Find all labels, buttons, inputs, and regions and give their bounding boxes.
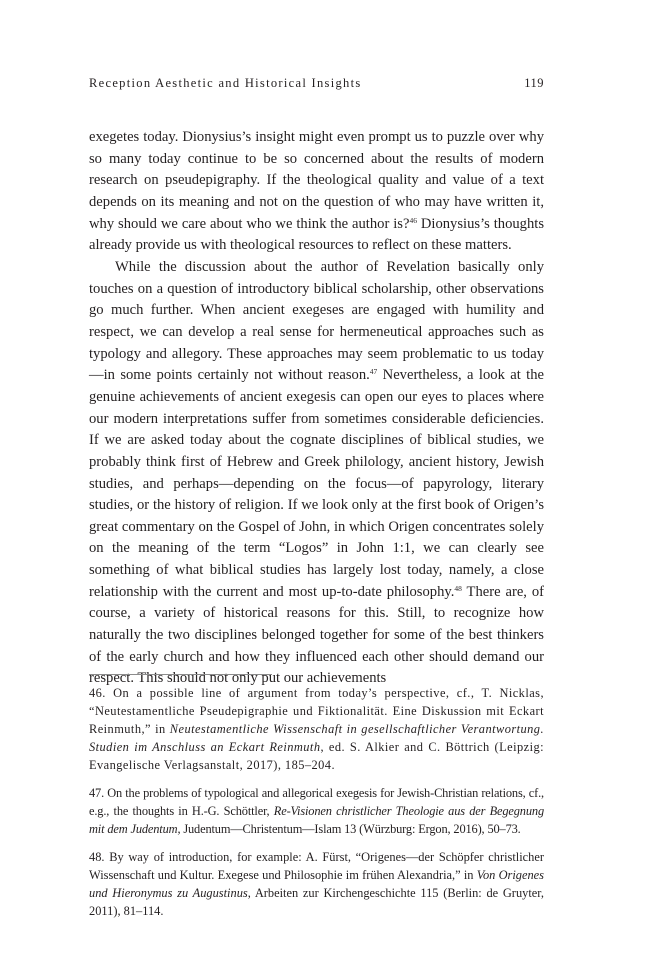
paragraph-2 xyxy=(89,257,544,690)
footnote-47-text-a: On the problems of typological and allegorical exegesis for Jewish-Christian relations, cf., e.g., the thoughts in H.-G. Schöttler, xyxy=(89,786,544,818)
footnote-47 xyxy=(89,784,544,838)
running-head: Reception Aesthetic and Historical Insights xyxy=(89,76,362,90)
footnote-46-number: 46. xyxy=(89,686,106,700)
paragraph-2-text-b: Nevertheless, a look at the genuine achievements of ancient exegesis can open our eyes to places where our modern interpretations suffer from sometimes considerable deficiencies. If we are asked today about the cognate disciplines of biblical studies, we probably think first of Hebrew and Greek philology, ancient history, Jewish studies, and perhaps—depending on the focus—of papyrology, literary studies, or the history of religion. If we look only at the first book of Origen’s great commentary on the Gospel of John, in which Origen concentrates solely on the meaning of the term “Logos” in John 1:1, we can clearly see something of what biblical studies has largely lost today, namely, a close relationship with the current and most up-to-date philosophy. xyxy=(89,367,544,600)
footnote-divider xyxy=(89,674,272,675)
footnote-48-text-a: By way of introduction, for example: A. Fürst, “Origenes—der Schöpfer christlicher Wissenschaft und Kultur. Exegese und Philosophie im frühen Alexandria,” in xyxy=(89,850,544,882)
footnote-46-title: Neutestamentliche Wissenschaft in gesellschaftlicher Verantwortung. Studien im Anschluss an Eckart Reinmuth xyxy=(89,722,544,754)
footnote-48-title: Von Origenes und Hieronymus zu Augustinus xyxy=(89,868,545,900)
paragraph-1-text-b: Dionysius’s thoughts already provide us with theological resources to reflect on these matters. xyxy=(89,215,544,254)
page-number: 119 xyxy=(524,76,544,90)
footnote-48 xyxy=(89,848,544,920)
footnote-48-text-b: , Arbeiten zur Kirchengeschichte 115 (Berlin: de Gruyter, 2011), 81–114. xyxy=(89,886,544,918)
footnote-ref-47[interactable]: 47 xyxy=(369,367,378,377)
paragraph-1 xyxy=(89,127,544,257)
footnote-ref-48[interactable]: 48 xyxy=(454,583,462,593)
footnote-47-number: 47. xyxy=(89,786,105,800)
footnotes xyxy=(89,684,544,930)
paragraph-2-text-c: There are, of course, a variety of historical reasons for this. Still, to recognize how naturally the two disciplines belonged together for some of the best thinkers of the early church and how they influenced each other should demand our respect. This should not only put our achievements xyxy=(89,583,545,687)
footnote-48-number: 48. xyxy=(89,850,105,864)
footnote-46 xyxy=(89,684,544,774)
page-header xyxy=(89,76,544,96)
footnote-47-title: Re-Visionen christlicher Theologie aus der Begegnung mit dem Judentum, xyxy=(89,804,544,836)
footnote-47-text-b: Judentum—Christentum—Islam 13 (Würzburg: Ergon, 2016), 50–73. xyxy=(180,822,521,836)
footnote-46-text-b: , ed. S. Alkier and C. Böttrich (Leipzig: Evangelische Verlagsanstalt, 2017), 185–204. xyxy=(89,740,544,772)
footnote-ref-46[interactable]: 46 xyxy=(409,215,417,225)
paragraph-1-text-a: exegetes today. Dionysius’s insight might even prompt us to puzzle over why so many today continue to be so concerned about the results of modern research on pseudepigraphy. If the theological quality and value of a text depends on its meaning and not on the question of who may have written it, why should we care about who we think the author is? xyxy=(89,129,544,232)
paragraph-2-text-a: While the discussion about the author of Revelation basically only touches on a question of introductory biblical scholarship, other observations go much further. When ancient exegeses are engaged with humility and respect, we can develop a real sense for hermeneutical approaches such as typology and allegory. These approaches may seem problematic to us today—in some points certainly not without reason. xyxy=(89,258,544,384)
main-text xyxy=(89,127,544,690)
footnote-46-text-a: On a possible line of argument from today’s perspective, cf., T. Nicklas, “Neutestamentliche Pseudepigraphie und Fiktionalität. Eine Diskussion mit Eckart Reinmuth,” in xyxy=(89,686,544,736)
